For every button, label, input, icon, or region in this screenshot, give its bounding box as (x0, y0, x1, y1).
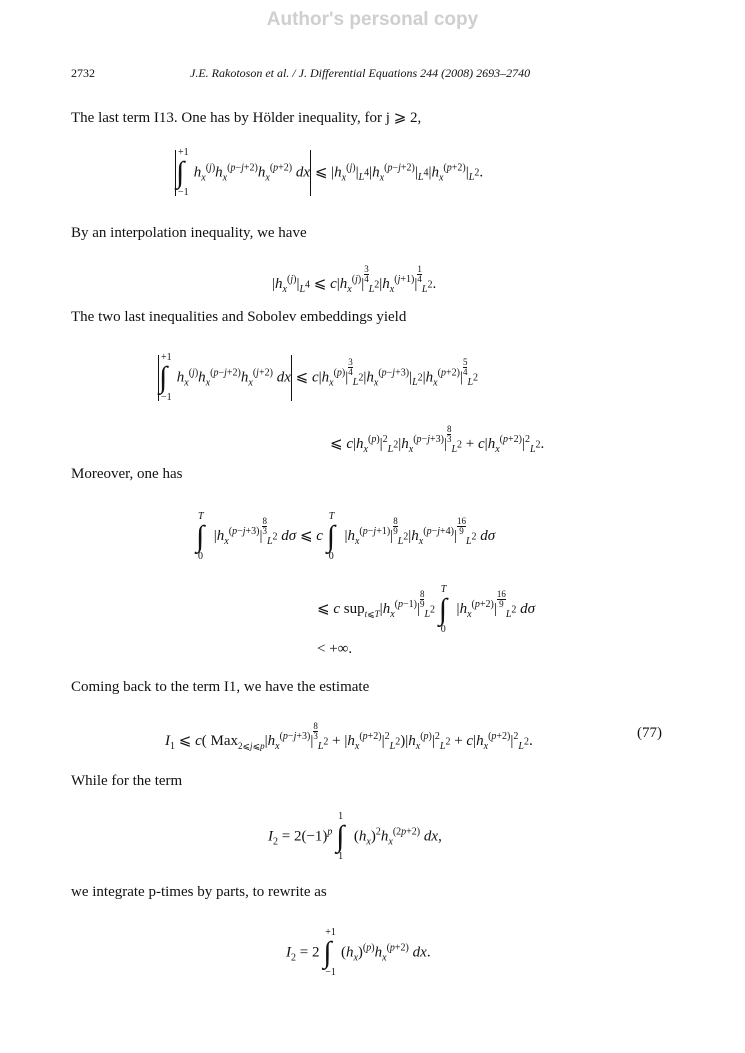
equation-time-3: < +∞. (317, 641, 353, 657)
paragraph-6: While for the term (71, 773, 183, 789)
running-head: J.E. Rakotoson et al. / J. Differential Equations 244 (2008) 2693–2740 (190, 66, 531, 80)
equation-time-1: ∫ T 0 $|h_x^{(p-j+3)}|$ $\frac{8}{3}$ $_{L^2}$ dσ ⩽ c ∫ T 0 $|h_x^{(p-j+1)}|$ $\frac{8}{9}$ $_{L^2}|h_x^{(p-j+4)}|$ $\frac{16}{9}$ $_{L^2}$ dσ (196, 510, 496, 562)
paragraph-1: The last term I13. One has by Hölder inequality, for j ⩾ 2, (71, 110, 422, 126)
paragraph-7: we integrate p-times by parts, to rewrite as (71, 884, 327, 900)
equation-I2-def: $I_2 = 2(-1)^p$ ∫ 1 1 $(h_x)^2h_x^{(2p+2)}$ dx, (268, 811, 442, 862)
equation-77: $I_1$ ⩽ c( $Max_{2⩽j⩽p}|h_x^{(p-j+3)}|$ $\frac{8}{3}$ $_{L^2} + |h_x^{(p+2)}|^2_{L^2})|h_x^{(p)}|^2_{L^2} + c|h_x^{(p+2)}|^2_{L^2}$. (165, 721, 533, 752)
equation-interpolation: $|h_x^{(j)}|_{L^4}$ ⩽ $c|h_x^{(j)}|$ $\frac{3}{4}$ $_{L^2}|h_x^{(j+1)}|$ $\frac{1}{4}$ $_{L^2}$. (272, 264, 437, 295)
paragraph-4: Moreover, one has (71, 466, 183, 482)
paragraph-3: The two last inequalities and Sobolev embeddings yield (71, 309, 407, 325)
paragraph-5: Coming back to the term I1, we have the estimate (71, 679, 370, 695)
page-number: 2732 (71, 66, 95, 80)
equation-sobolev-1: ∫ +1 −1 $h_x^{(j)}h_x^{(p-j+2)}h_x^{(j+2)}$ dx ⩽ $c|h_x^{(p)}|$ $\frac{3}{4}$ $_{L^2}|h_x^{(p-j+3)}|_{L^2}|h_x^{(p+2)}|$ $\frac{5}{4}$ $_{L^2}$ (159, 352, 479, 403)
equation-number: (77) (637, 725, 662, 741)
equation-sobolev-2: ⩽ $c|h_x^{(p)}|^2_{L^2}|h_x^{(p-j+3)}|$ $\frac{8}{3}$ $_{L^2} + c|h_x^{(p+2)}|^2_{L^2}$. (330, 424, 545, 455)
equation-holder: ∫ +1 −1 $h_x^{(j)}h_x^{(p-j+2)}h_x^{(p+2)}$ dx ⩽ $|h_x^{(j)}|_{L^4}|h_x^{(p-j+2)}|_{L^4}|h_x^{(p+2)}|_{L^2}$. (176, 147, 484, 198)
equation-time-2: ⩽ c $sup_{t⩽T}|h_x^{(p-1)}|$ $\frac{8}{9}$ $_{L^2}$ ∫ T 0 $|h_x^{(p+2)}|$ $\frac{16}{9}$ $_{L^2}$ dσ (317, 583, 536, 635)
watermark: Author's personal copy (266, 9, 479, 30)
equation-I2-parts: $I_2 = 2$ ∫ +1 −1 $(h_x)^{(p)}h_x^{(p+2)}$ dx. (286, 927, 431, 978)
paragraph-2: By an interpolation inequality, we have (71, 225, 307, 241)
